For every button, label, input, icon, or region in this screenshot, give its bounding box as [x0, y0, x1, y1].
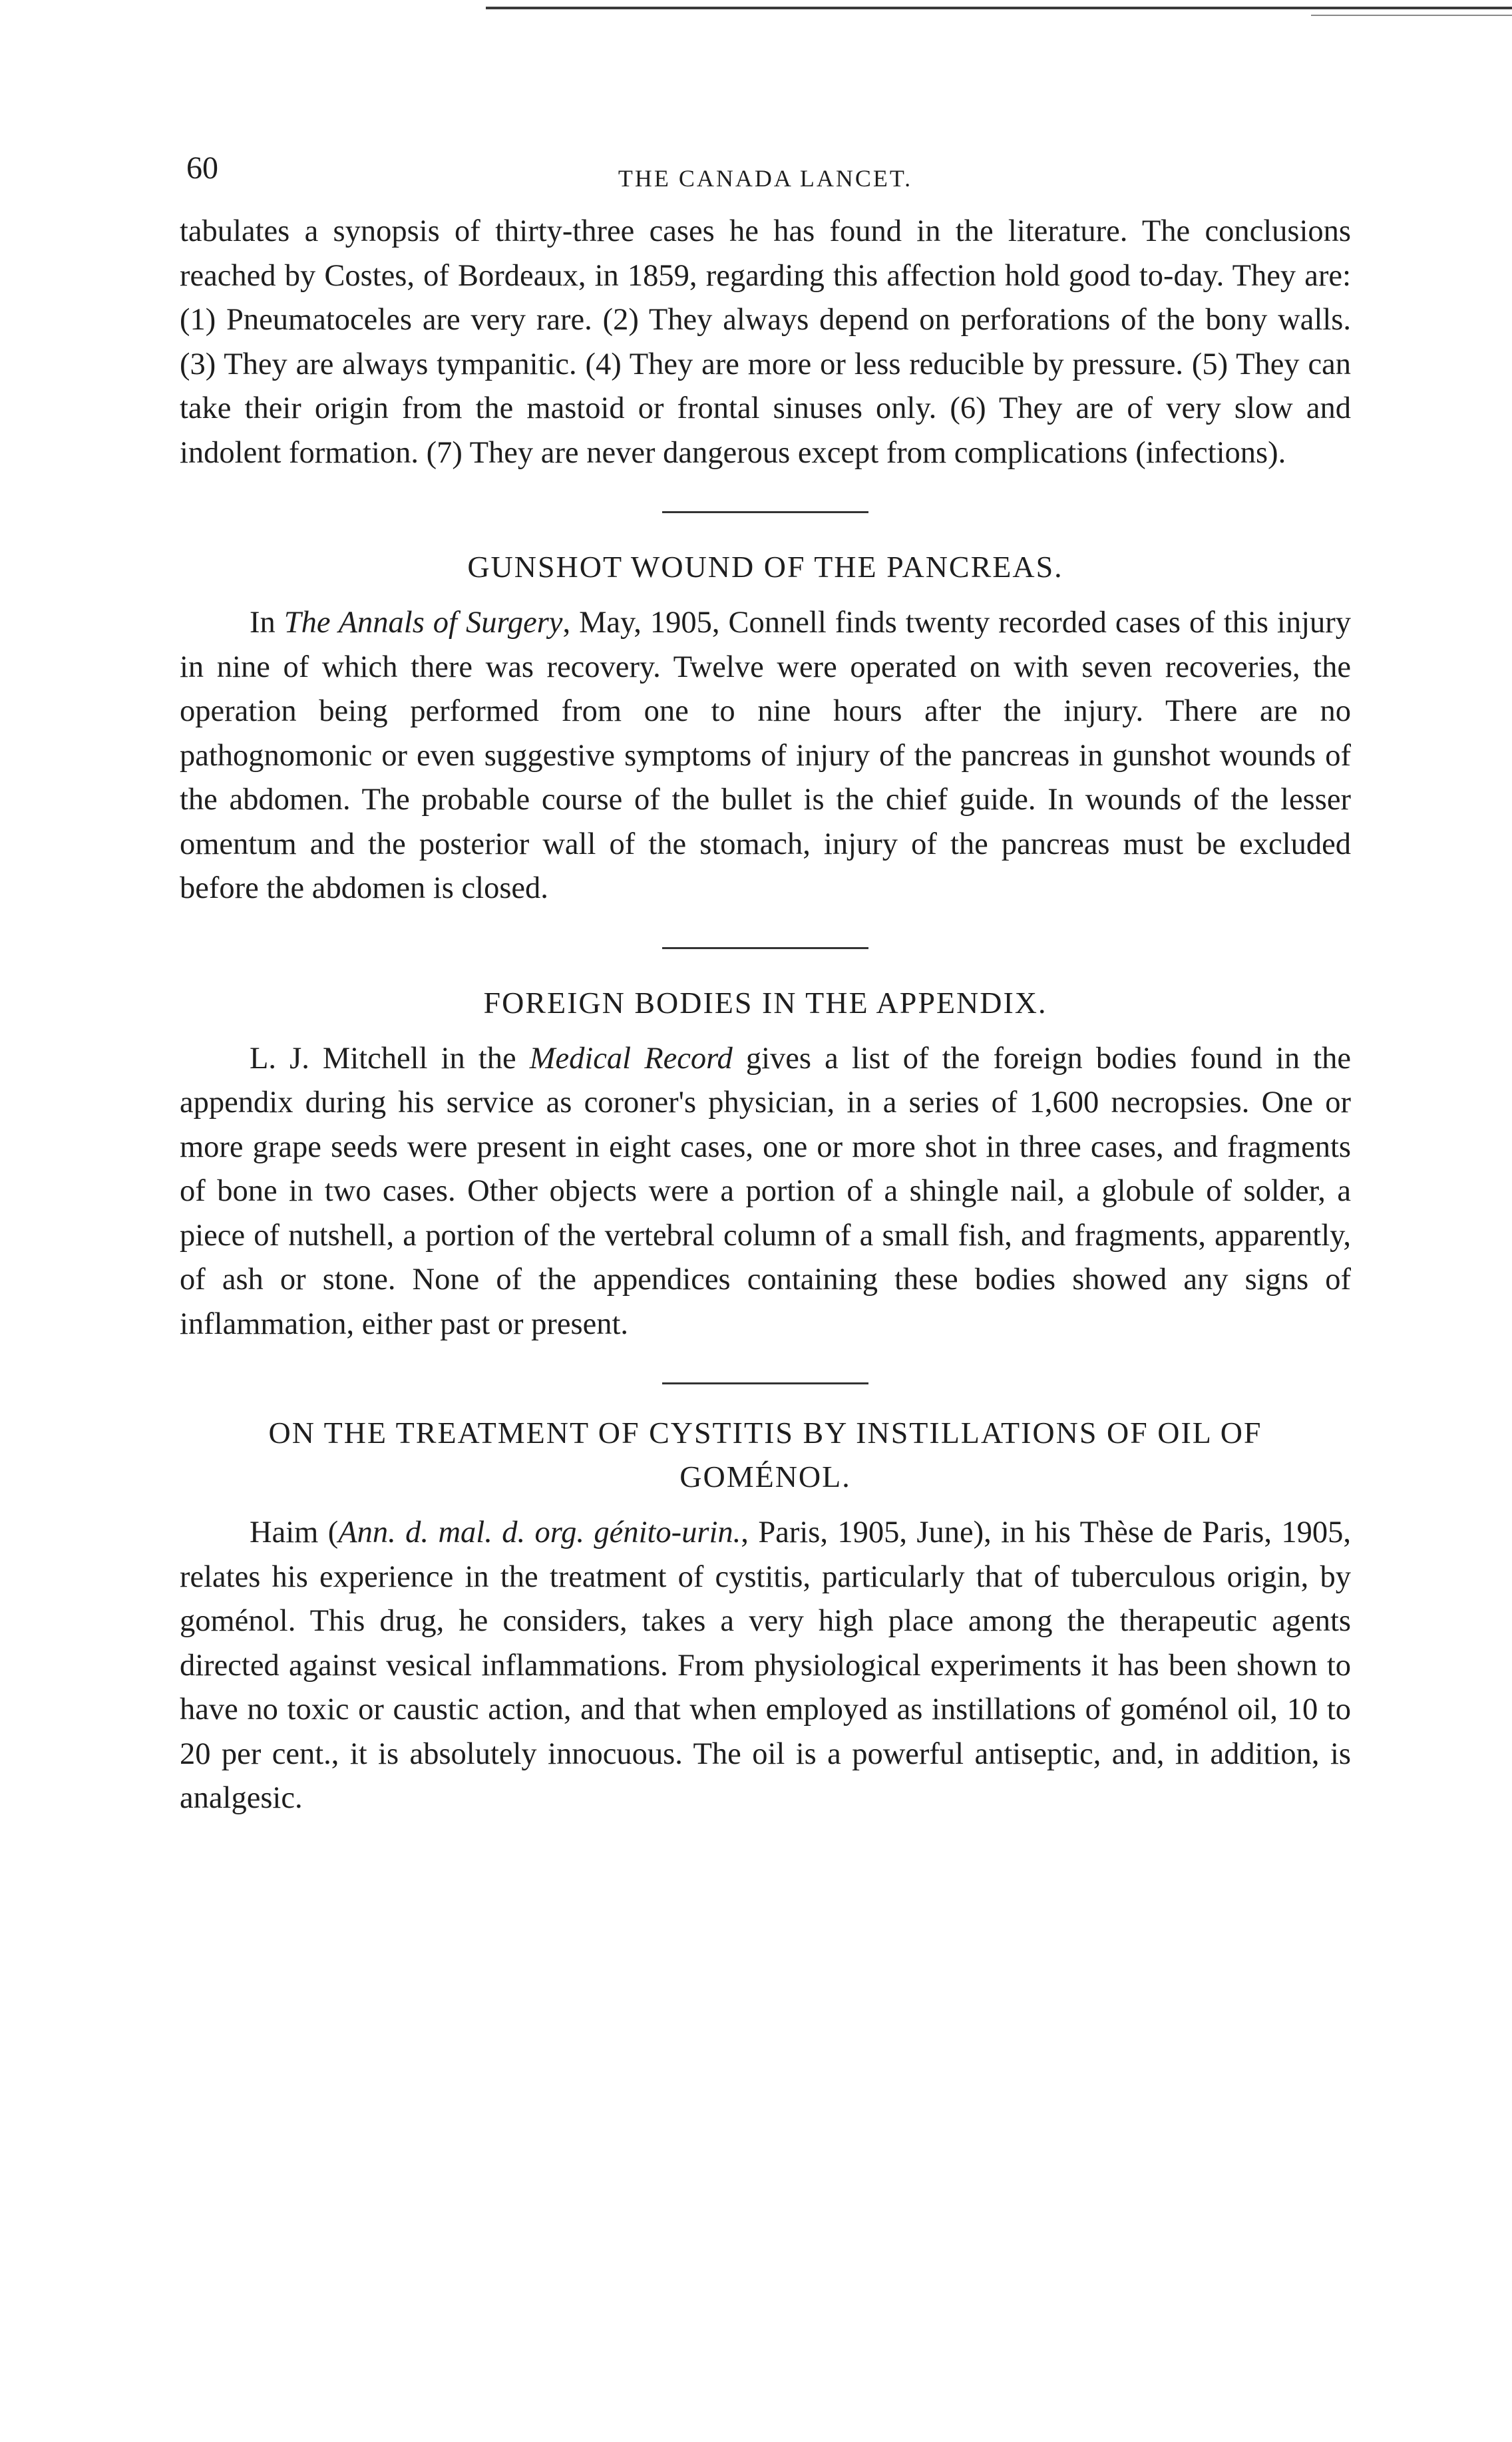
section-divider: [662, 947, 868, 949]
section-cystitis-treatment: [180, 1411, 1351, 1821]
top-border-rule: [486, 7, 1512, 9]
page-body: [180, 150, 1351, 1821]
page-number: 60: [186, 150, 218, 186]
section-divider: [662, 1382, 868, 1384]
section-title: GUNSHOT WOUND OF THE PANCREAS.: [467, 550, 1063, 584]
journal-citation: Medical Record: [529, 1041, 733, 1076]
section-paragraph: [180, 1037, 1351, 1347]
paragraph-body: gives a list of the foreign bodies found in the appendix during his service as coroner's physician, in a series of 1,600 necropsies. One or more grape seeds were present in eight cases, one or more shot in three cases, and fragments of bone in two cases. Other objects were a portion of a shingle nail, a globule of solder, a piece of nutshell, a portion of the vertebral column of a small fish, and fragments, apparently, of ash or stone. None of the appendices containing these bodies showed any signs of inflammation, either past or present.: [180, 1041, 1352, 1341]
paragraph-intro: Haim (: [250, 1516, 339, 1549]
journal-citation: Ann. d. mal. d. org. génito-urin.: [338, 1516, 741, 1549]
paragraph-body: , May, 1905, Connell finds twenty recorded cases of this injury in nine of which there was recovery. Twelve were operated on with seven recoveries, the operation being performed from one to nine hours after the injury. There are no pathognomonic or even suggestive symptoms of injury of the pancreas in gunshot wounds of the abdomen. The probable course of the bullet is the chief guide. In wounds of the lesser omentum and the posterior wall of the stomach, injury of the pancreas must be excluded before the abdomen is closed.: [180, 606, 1351, 905]
journal-citation: The Annals of Surgery: [284, 606, 563, 640]
running-head: [180, 150, 1351, 210]
section-foreign-bodies: [180, 981, 1351, 1347]
section-paragraph: [180, 601, 1351, 911]
section-paragraph: [180, 1511, 1351, 1821]
paragraph-body: , Paris, 1905, June), in his Thèse de Paris, 1905, relates his experience in the treatment of cystitis, particularly that of tuberculous origin, by goménol. This drug, he considers, takes a very high place among the therapeutic agents directed against vesical inflammations. From physiological experiments it has been shown to have no toxic or caustic action, and that when employed as instillations of goménol oil, 10 to 20 per cent., it is absolutely innocuous. The oil is a powerful antiseptic, and, in addition, is analgesic.: [180, 1516, 1351, 1815]
section-title: FOREIGN BODIES IN THE APPENDIX.: [483, 985, 1047, 1020]
paragraph-intro: L. J. Mitchell in the: [250, 1041, 530, 1076]
paragraph-intro: In: [250, 606, 284, 640]
continued-paragraph: tabulates a synopsis of thirty-three cases he has found in the literature. The conclusions reached by Costes, of Bordeaux, in 1859, regarding this affection hold good to-day. They are: (1) Pneumatoceles are very rare. (2) They always depend on perforations of the bony walls. (3) They are always tympanitic. (4) They are more or less reducible by pressure. (5) They can take their origin from the mastoid or frontal sinuses only. (6) They are of very slow and indolent formation. (7) They are never dangerous except from complications (infections).: [180, 214, 1351, 470]
section-divider: [662, 511, 868, 513]
journal-title: THE CANADA LANCET.: [618, 165, 913, 192]
section-title: ON THE TREATMENT OF CYSTITIS BY INSTILLATIONS OF OIL OF GOMÉNOL.: [268, 1416, 1262, 1494]
section-gunshot-wound: [180, 545, 1351, 911]
top-border-rule-faint: [1311, 15, 1512, 16]
